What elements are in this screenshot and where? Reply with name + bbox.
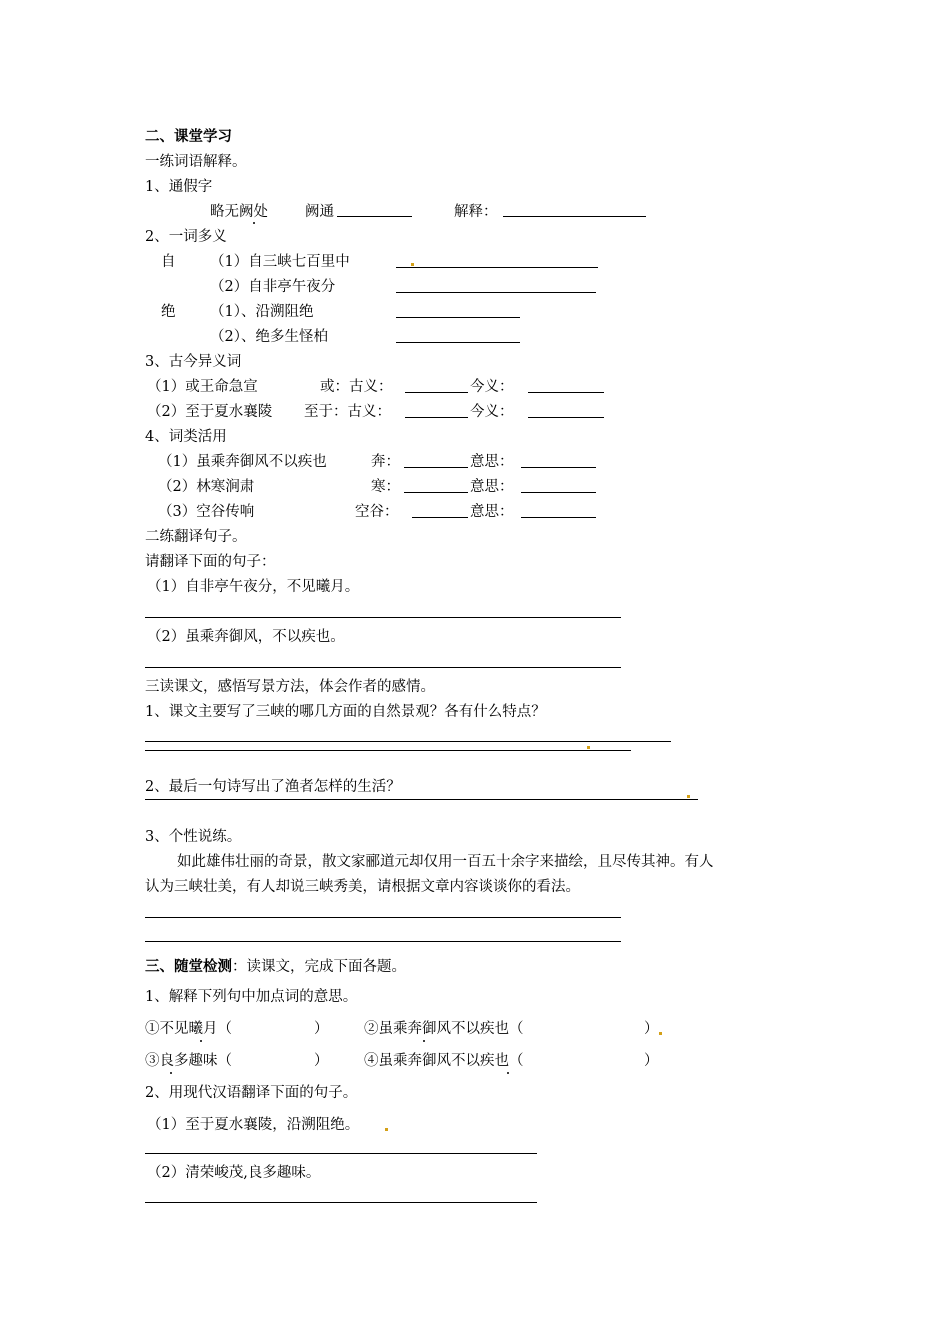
heading-gujin: 3、古今异义词 bbox=[145, 354, 242, 370]
answer-line[interactable] bbox=[145, 1202, 537, 1203]
close-paren: ） bbox=[644, 1053, 659, 1069]
tongjiazi-label: 阙通 bbox=[305, 204, 334, 220]
translate-sentence: （2）清荣峻茂,良多趣味。 bbox=[147, 1165, 321, 1181]
gujin-sentence: （1）或王命急宣 bbox=[147, 379, 258, 395]
emphasis-dot bbox=[200, 1040, 202, 1042]
answer-blank[interactable] bbox=[404, 492, 468, 493]
test-question: 1、解释下列句中加点词的意思。 bbox=[145, 989, 358, 1005]
huoyong-word: 寒： bbox=[371, 479, 400, 495]
section-title-bold: 三、随堂检测 bbox=[145, 959, 232, 975]
meaning-label: 意思： bbox=[470, 454, 514, 470]
emphasis-dot bbox=[170, 1072, 172, 1074]
emphasis-dot bbox=[507, 1072, 509, 1074]
answer-blank[interactable] bbox=[396, 317, 520, 318]
marker-dot bbox=[659, 1032, 662, 1035]
answer-blank[interactable] bbox=[396, 342, 520, 343]
tongjiazi-explain-label: 解释： bbox=[454, 204, 498, 220]
answer-blank[interactable] bbox=[521, 467, 596, 468]
polysemy-item: （2）自非亭午夜分 bbox=[210, 279, 336, 295]
answer-line[interactable] bbox=[145, 750, 631, 751]
tongjiazi-phrase: 略无阙处 bbox=[210, 204, 268, 220]
close-paren: ） bbox=[314, 1053, 329, 1069]
meaning-label: 意思： bbox=[470, 504, 514, 520]
section-title-suffix: ：读课文，完成下面各题。 bbox=[232, 959, 406, 975]
polysemy-char-zi: 自 bbox=[161, 254, 176, 270]
answer-blank[interactable] bbox=[503, 216, 646, 217]
heading-huoyong: 4、词类活用 bbox=[145, 429, 227, 445]
reading-question: 1、课文主要写了三峡的哪几方面的自然景观？各有什么特点？ bbox=[145, 704, 546, 720]
marker-dot bbox=[385, 1128, 388, 1131]
answer-blank[interactable] bbox=[404, 467, 468, 468]
answer-blank[interactable] bbox=[396, 292, 596, 293]
section-title-test bbox=[145, 958, 406, 976]
answer-blank[interactable] bbox=[521, 492, 596, 493]
answer-blank[interactable] bbox=[412, 517, 468, 518]
answer-line[interactable] bbox=[145, 941, 621, 942]
translate-prompt: 请翻译下面的句子： bbox=[145, 554, 276, 570]
answer-blank[interactable] bbox=[521, 517, 596, 518]
polysemy-item: （2）、绝多生怪柏 bbox=[210, 329, 328, 345]
paragraph-line: 认为三峡壮美，有人却说三峡秀美，请根据文章内容谈谈你的看法。 bbox=[145, 879, 580, 895]
answer-line[interactable] bbox=[145, 667, 621, 668]
translate-sentence: （1）自非亭午夜分，不见曦月。 bbox=[147, 579, 360, 595]
answer-line[interactable] bbox=[145, 741, 671, 742]
test-question: 2、用现代汉语翻译下面的句子。 bbox=[145, 1085, 358, 1101]
paragraph-line: 如此雄伟壮丽的奇景，散文家郦道元却仅用一百五十余字来描绘，且尽传其神。有人 bbox=[177, 854, 714, 870]
marker-dot bbox=[587, 746, 590, 749]
gujin-word: 至于：古义： bbox=[304, 404, 391, 420]
test-item: ②虽乘奔御风不以疾也（ bbox=[364, 1021, 524, 1037]
huoyong-word: 空谷： bbox=[355, 504, 399, 520]
part-heading-reading: 三读课文，感悟写景方法，体会作者的感情。 bbox=[145, 679, 435, 695]
answer-line[interactable] bbox=[145, 617, 621, 618]
answer-line[interactable] bbox=[145, 917, 621, 918]
emphasis-dot bbox=[423, 1040, 425, 1042]
jinyi-label: 今义： bbox=[470, 404, 514, 420]
close-paren: ） bbox=[314, 1021, 329, 1037]
marker-dot bbox=[411, 263, 414, 266]
huoyong-sentence: （3）空谷传响 bbox=[158, 504, 255, 520]
answer-blank[interactable] bbox=[405, 417, 468, 418]
reading-question: 2、最后一句诗写出了渔者怎样的生活？ bbox=[145, 779, 401, 795]
huoyong-sentence: （2）林寒涧肃 bbox=[158, 479, 255, 495]
heading-tongjiazi: 1、通假字 bbox=[145, 179, 213, 195]
answer-line[interactable] bbox=[145, 1153, 537, 1154]
answer-blank[interactable] bbox=[405, 392, 468, 393]
polysemy-item: （1）自三峡七百里中 bbox=[210, 254, 350, 270]
translate-sentence: （1）至于夏水襄陵，沿溯阻绝。 bbox=[147, 1117, 360, 1133]
test-item: ③良多趣味（ bbox=[145, 1053, 232, 1069]
marker-dot bbox=[687, 795, 690, 798]
answer-blank[interactable] bbox=[337, 216, 412, 217]
close-paren: ） bbox=[644, 1021, 659, 1037]
polysemy-item: （1）、沿溯阻绝 bbox=[210, 304, 314, 320]
translate-sentence: （2）虽乘奔御风，不以疾也。 bbox=[147, 629, 345, 645]
meaning-label: 意思： bbox=[470, 479, 514, 495]
answer-blank[interactable] bbox=[528, 392, 604, 393]
gujin-word: 或：古义： bbox=[320, 379, 393, 395]
part-heading-vocab: 一练词语解释。 bbox=[145, 154, 247, 170]
heading-yiciduoyi: 2、一词多义 bbox=[145, 229, 227, 245]
part-heading-translate: 二练翻译句子。 bbox=[145, 529, 247, 545]
test-item: ①不见曦月（ bbox=[145, 1021, 232, 1037]
reading-question: 3、个性说练。 bbox=[145, 829, 242, 845]
section-title-classroom: 二、课堂学习 bbox=[145, 129, 232, 145]
huoyong-word: 奔： bbox=[371, 454, 400, 470]
jinyi-label: 今义： bbox=[470, 379, 514, 395]
test-item: ④虽乘奔御风不以疾也（ bbox=[364, 1053, 524, 1069]
answer-line[interactable] bbox=[145, 799, 698, 800]
emphasis-dot bbox=[253, 222, 255, 224]
gujin-sentence: （2）至于夏水襄陵 bbox=[147, 404, 273, 420]
answer-blank[interactable] bbox=[528, 417, 604, 418]
polysemy-char-jue: 绝 bbox=[161, 304, 176, 320]
huoyong-sentence: （1）虽乘奔御风不以疾也 bbox=[158, 454, 327, 470]
answer-blank[interactable] bbox=[396, 267, 598, 268]
